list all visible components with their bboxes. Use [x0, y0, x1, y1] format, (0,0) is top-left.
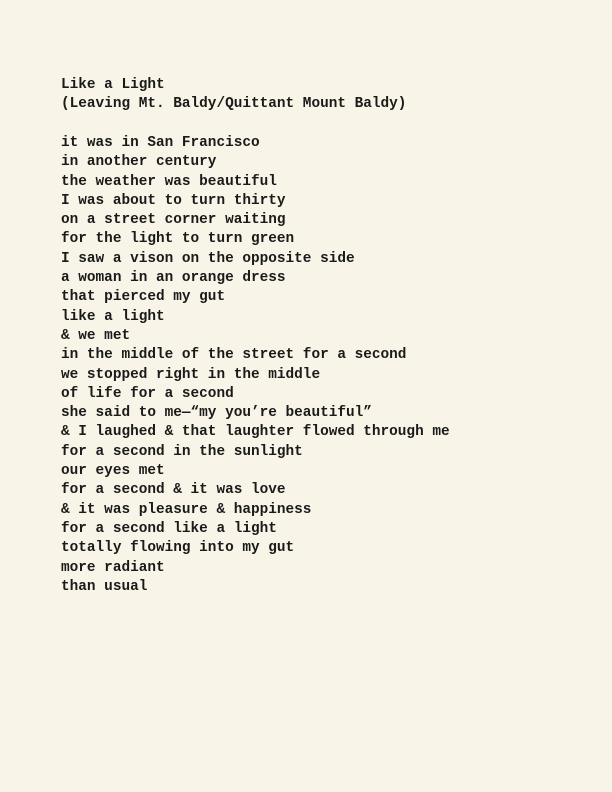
poem-line: our eyes met: [61, 463, 165, 480]
poem-line: for a second like a light: [61, 520, 277, 537]
poem-line: in another century: [61, 154, 217, 171]
poem-line: that pierced my gut: [61, 289, 226, 306]
poem-line: I saw a vison on the opposite side: [61, 250, 355, 267]
poem-line: for a second in the sunlight: [61, 443, 303, 460]
poem-line: than usual: [61, 578, 148, 595]
poem-line: & I laughed & that laughter flowed through me: [61, 424, 450, 441]
poem-line: for a second & it was love: [61, 482, 286, 499]
poem-line: of life for a second: [61, 385, 234, 402]
poem-line: a woman in an orange dress: [61, 270, 286, 287]
poem-line: she said to me—“my you’re beautiful”: [61, 405, 372, 422]
poem-line: it was in San Francisco: [61, 135, 260, 151]
poem-line: on a street corner waiting: [61, 212, 286, 229]
poem-line: we stopped right in the middle: [61, 366, 321, 383]
poem-line: totally flowing into my gut: [61, 540, 295, 557]
title-block: [61, 76, 581, 115]
poem-line: the weather was beautiful: [61, 173, 277, 190]
poem-line: & it was pleasure & happiness: [61, 501, 312, 518]
poem-line: like a light: [61, 308, 165, 325]
poem-line: in the middle of the street for a second: [61, 347, 407, 364]
poem-title: Like a Light: [61, 77, 165, 93]
poem-line: & we met: [61, 327, 131, 344]
poem-line: for the light to turn green: [61, 231, 295, 248]
poem-line: I was about to turn thirty: [61, 192, 286, 209]
poem-line: more radiant: [61, 559, 165, 576]
poem-body: [61, 134, 581, 597]
poem-subtitle: (Leaving Mt. Baldy/Quittant Mount Baldy): [61, 96, 407, 113]
